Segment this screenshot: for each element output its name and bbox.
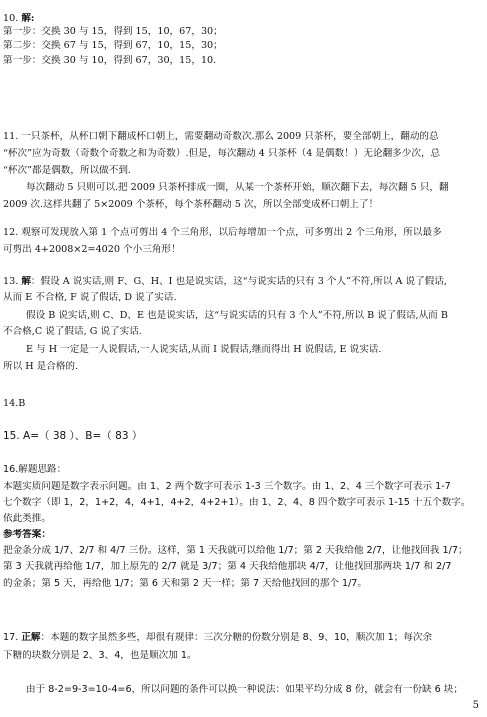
p16-answer-heading: 参考答案： — [3, 529, 51, 540]
p11-line-5: 2009 次.这样共翻了 5×2009 个茶杯，每个茶杯翻动 5 次，所以全部变成杯口朝上了！ — [3, 199, 379, 210]
p17-line-1 — [3, 632, 481, 644]
p16-heading: 16.解题思路： — [3, 464, 67, 475]
p13-label: 解 — [21, 276, 31, 287]
p11-line-3: “杯次”都是偶数，所以做不到. — [3, 165, 131, 176]
p17-number: 17. — [3, 632, 19, 643]
p13-line-3: 假设 B 说实话,则 C、D、E 也是说实话，这“与说实话的只有 3 个人”不符,所以 B 说了假话,从而 B — [26, 310, 448, 321]
p17-line-3: 由于 8-2=9-3=10-4=6，所以问题的条件可以换一种说法：如果平均分成 8 份，就会有一份缺 6 块； — [26, 684, 463, 695]
p12-line-1: 12. 观察可发现放入第 1 个点可剪出 4 个三角形，以后每增加一个点，可多剪出 2 个三角形，所以最多 — [3, 227, 442, 238]
p16-line-8: 的金条；第 5 天，再给他 1/7；第 6 天和第 2 天一样；第 7 天给他找回的那个 1/7。 — [3, 578, 368, 589]
p17-line-1-text: ：本题的数字虽然多些，却很有规律：三次分糖的份数分别是 8、9、10，顺次加 1；每次余 — [40, 632, 433, 643]
p10-step-2: 第二步：交换 67 与 15，得到 67，10，15，30； — [3, 40, 223, 51]
p11-line-4: 每次翻动 5 只则可以.把 2009 只茶杯排成一圈，从某一个茶杯开始，顺次翻下去，每次翻 5 只，翻 — [26, 182, 449, 193]
p17-label: 正解 — [21, 632, 41, 643]
p16-line-7: 第 3 天我就再给他 1/7，加上原先的 2/7 就是 3/7；第 4 天我给他那块 4/7，让他找回那两块 1/7 和 2/7 — [3, 561, 452, 572]
p11-line-2: “杯次”应为奇数（奇数个奇数之和为奇数）.但是，每次翻动 4 只茶杯（4 是偶数！）无论翻多少次，总 — [3, 148, 441, 159]
p15-answer: 15. A=（ 38 ）、B=（ 83 ） — [3, 430, 143, 442]
p12-line-2: 可剪出 4+2008×2=4020 个小三角形！ — [3, 244, 181, 255]
p13-line-1 — [3, 276, 481, 288]
p13-number: 13. — [3, 276, 19, 287]
p13-line-6: 所以 H 是合格的. — [3, 361, 79, 372]
p13-line-5: E 与 H 一定是一人说假话,一人说实话,从而 I 说假话,继而得出 H 说假话, E 说实话. — [26, 344, 382, 355]
p10-step-1: 第一步：交换 30 与 15，得到 15，10，67，30； — [3, 26, 223, 37]
p10-heading — [3, 13, 481, 25]
p10-label: 解 — [21, 13, 31, 24]
p11-line-1: 11. 一只茶杯，从杯口朝下翻成杯口朝上，需要翻动奇数次.那么 2009 只茶杯，要全部朝上，翻动的总 — [3, 131, 439, 142]
p13-line-4: 不合格,C 说了假话, G 说了实话. — [3, 326, 142, 337]
page-number: 5 — [472, 700, 479, 711]
p10-number: 10. — [3, 13, 19, 24]
p17-line-2: 下糖的块数分别是 2、3、4，也是顺次加 1。 — [3, 650, 197, 661]
p16-line-6: 把金条分成 1/7、2/7 和 4/7 三份。这样，第 1 天我就可以给他 1/7；第 2 天我给他 2/7，让他找回我 1/7； — [3, 545, 468, 556]
p10-step-3: 第一步：交换 30 与 10，得到 67，30，15，10. — [3, 55, 217, 66]
p16-line-2: 本题实质问题是数字表示问题。由 1、2 两个数字可表示 1-3 三个数字。由 1、2、4 三个数字可表示 1-7 — [3, 481, 451, 492]
p13-line-1-text: ：假设 A 说实话,则 F、G、H、I 也是说实话，这“与说实话的只有 3 个人”不符,所以 A 说了假话, — [30, 276, 447, 287]
p14-answer: 14.B — [3, 398, 26, 409]
p16-line-3: 七个数字（即 1，2，1+2，4，4+1，4+2，4+2+1）。由 1、2、4、8 四个数字可表示 1-15 十五个数字。 — [3, 497, 471, 508]
p13-line-2: 从而 E 不合格, F 说了假话, D 说了实话. — [3, 292, 177, 303]
p10-colon: : — [30, 13, 35, 24]
p16-line-4: 依此类推。 — [3, 513, 51, 524]
